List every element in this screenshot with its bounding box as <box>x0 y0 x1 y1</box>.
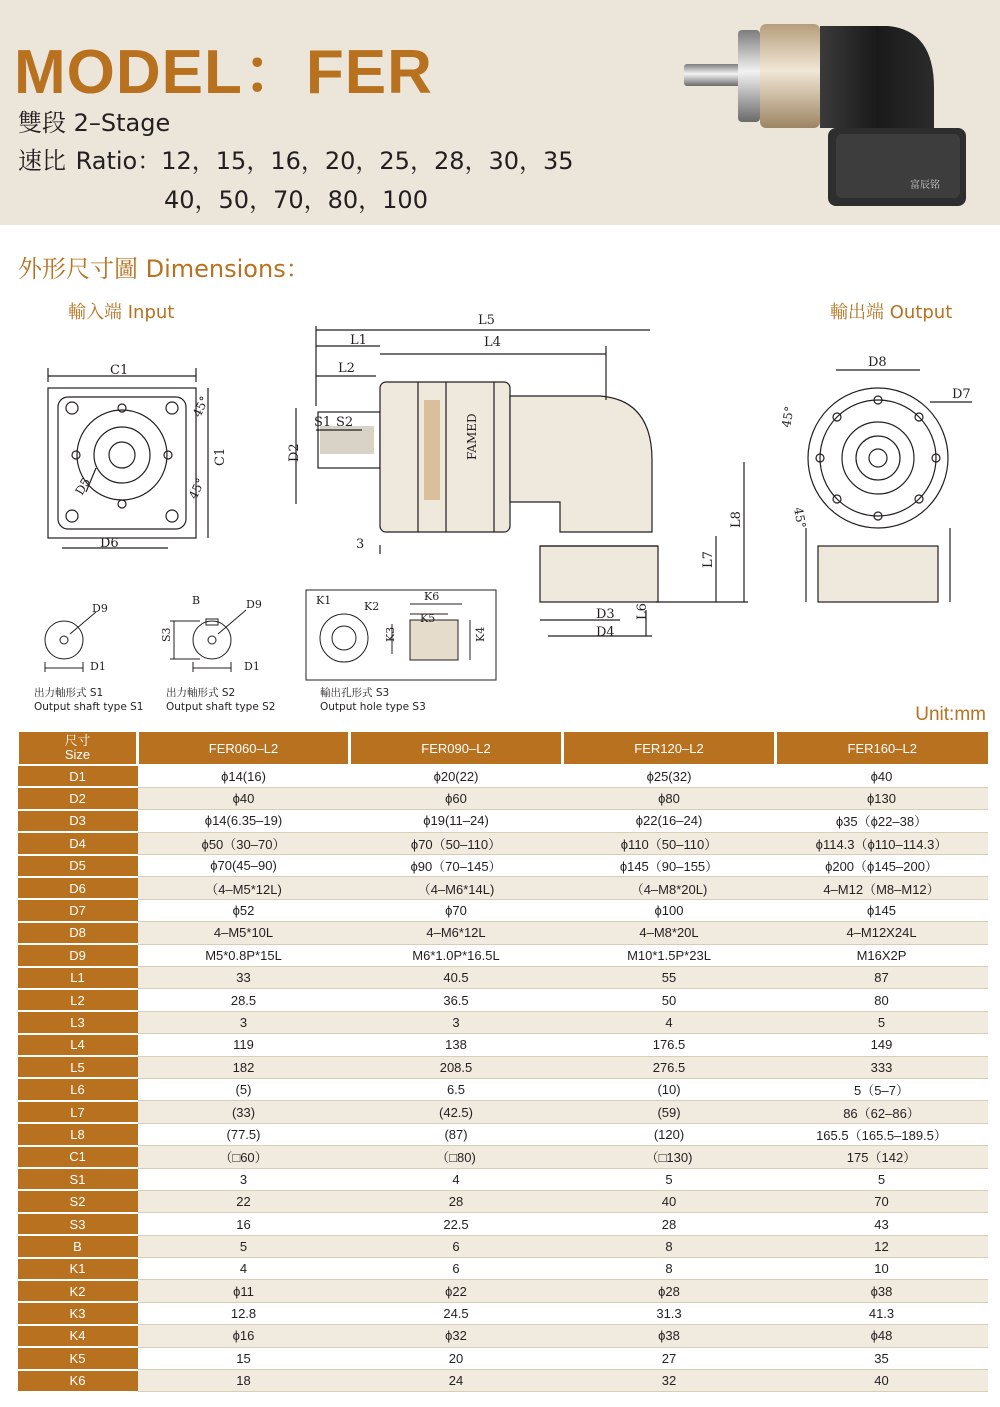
table-row <box>18 1011 988 1033</box>
table-row <box>18 1078 988 1100</box>
table-row <box>18 1168 988 1190</box>
row-label: D9 <box>18 944 138 966</box>
table-cell: 35 <box>776 1347 988 1369</box>
table-cell: 138 <box>350 1034 563 1056</box>
row-label: D6 <box>18 877 138 899</box>
label-45-d: 45° <box>791 506 809 530</box>
label-l6: L6 <box>635 603 650 620</box>
shaft-s1-caption-en: Output shaft type S1 <box>34 701 144 713</box>
table-cell: 50 <box>563 989 776 1011</box>
table-cell: 175（142） <box>776 1146 988 1168</box>
table-cell: ϕ11 <box>138 1280 350 1302</box>
table-cell: （□60） <box>138 1146 350 1168</box>
row-label: S3 <box>18 1213 138 1235</box>
table-row <box>18 1280 988 1302</box>
row-label: D4 <box>18 832 138 854</box>
table-cell: 4–M12（M8–M12） <box>776 877 988 899</box>
table-cell: 40 <box>776 1370 988 1392</box>
label-s3: S3 <box>160 627 173 642</box>
row-label: L4 <box>18 1034 138 1056</box>
model-header: FER160–L2 <box>776 732 988 765</box>
table-row <box>18 1325 988 1347</box>
table-cell: ϕ14(16) <box>138 765 350 787</box>
row-label: D7 <box>18 899 138 921</box>
label-s2: S2 <box>336 415 354 430</box>
label-l8: L8 <box>729 511 744 528</box>
table-cell: 28 <box>563 1213 776 1235</box>
table-cell: (59) <box>563 1101 776 1123</box>
table-cell: ϕ145 <box>776 899 988 921</box>
table-cell: 18 <box>138 1370 350 1392</box>
table-cell: 149 <box>776 1034 988 1056</box>
table-row <box>18 877 988 899</box>
table-cell: (5) <box>138 1078 350 1100</box>
table-cell: ϕ70 <box>350 899 563 921</box>
table-cell: ϕ14(6.35–19) <box>138 810 350 832</box>
row-label: D1 <box>18 765 138 787</box>
table-cell: 24 <box>350 1370 563 1392</box>
table-cell: 4 <box>350 1168 563 1190</box>
table-row <box>18 989 988 1011</box>
table-cell: 33 <box>138 967 350 989</box>
row-label: L1 <box>18 967 138 989</box>
row-label: B <box>18 1235 138 1257</box>
shaft-s1-detail <box>45 612 96 672</box>
table-cell: 5 <box>138 1235 350 1257</box>
label-k2: K2 <box>364 600 380 613</box>
table-cell: 36.5 <box>350 989 563 1011</box>
row-label: S2 <box>18 1190 138 1212</box>
table-row <box>18 1235 988 1257</box>
table-row <box>18 967 988 989</box>
model-header: FER060–L2 <box>138 732 350 765</box>
model-header: FER120–L2 <box>563 732 776 765</box>
table-cell: ϕ38 <box>563 1325 776 1347</box>
label-b: B <box>192 594 201 607</box>
shaft-s1-caption-cn: 出力軸形式 S1 <box>34 687 104 699</box>
table-cell: 40 <box>563 1190 776 1212</box>
label-d8: D8 <box>868 355 887 370</box>
label-d6: D6 <box>100 536 119 551</box>
table-row <box>18 855 988 877</box>
label-d2: D2 <box>287 443 302 462</box>
table-cell: ϕ20(22) <box>350 765 563 787</box>
table-row <box>18 1347 988 1369</box>
table-row <box>18 922 988 944</box>
table-cell: ϕ70（50–110） <box>350 832 563 854</box>
row-label: L6 <box>18 1078 138 1100</box>
table-row <box>18 1370 988 1392</box>
hole-s3-caption-en: Output hole type S3 <box>320 701 426 713</box>
table-cell: 4–M12X24L <box>776 922 988 944</box>
label-s1: S1 <box>314 415 332 430</box>
table-cell: (87) <box>350 1123 563 1145</box>
row-label: L5 <box>18 1056 138 1078</box>
header-banner <box>0 0 1000 225</box>
table-cell: 6 <box>350 1235 563 1257</box>
table-cell: ϕ40 <box>776 765 988 787</box>
table-cell: 70 <box>776 1190 988 1212</box>
table-cell: 5 <box>776 1011 988 1033</box>
row-label: K5 <box>18 1347 138 1369</box>
table-cell: 4–M8*20L <box>563 922 776 944</box>
label-d7: D7 <box>952 387 971 402</box>
table-cell: M6*1.0P*16.5L <box>350 944 563 966</box>
shaft-s2-detail <box>170 610 246 672</box>
table-cell: 87 <box>776 967 988 989</box>
table-cell: ϕ52 <box>138 899 350 921</box>
label-k5: K5 <box>420 612 436 625</box>
table-cell: (33) <box>138 1101 350 1123</box>
table-cell: 208.5 <box>350 1056 563 1078</box>
table-cell: 182 <box>138 1056 350 1078</box>
table-cell: （4–M8*20L) <box>563 877 776 899</box>
table-cell: ϕ16 <box>138 1325 350 1347</box>
table-cell: (77.5) <box>138 1123 350 1145</box>
ratio-line-1: 速比 Ratio：12，15，16，20，25，28，30，35 <box>18 147 574 175</box>
table-cell: 16 <box>138 1213 350 1235</box>
table-cell: （4–M5*12L) <box>138 877 350 899</box>
table-cell: 6 <box>350 1258 563 1280</box>
row-label: D5 <box>18 855 138 877</box>
label-l4: L4 <box>484 335 501 350</box>
table-cell: 3 <box>138 1168 350 1190</box>
hole-s3-detail <box>306 590 496 680</box>
label-l2: L2 <box>338 361 355 376</box>
table-cell: ϕ114.3（ϕ110–114.3） <box>776 832 988 854</box>
table-cell: 32 <box>563 1370 776 1392</box>
label-45-b: 45° <box>186 476 208 502</box>
table-cell: 28.5 <box>138 989 350 1011</box>
brand-mark: FAMED <box>465 413 479 460</box>
label-d4: D4 <box>596 625 615 640</box>
label-k4: K4 <box>474 626 487 642</box>
table-cell: 22 <box>138 1190 350 1212</box>
row-label: L7 <box>18 1101 138 1123</box>
table-cell: 27 <box>563 1347 776 1369</box>
shaft-s1-caption <box>34 686 143 714</box>
table-cell: 3 <box>350 1011 563 1033</box>
table-cell: 333 <box>776 1056 988 1078</box>
model-title: MODEL：FER <box>14 38 433 107</box>
table-cell: (10) <box>563 1078 776 1100</box>
table-cell: 12 <box>776 1235 988 1257</box>
table-cell: ϕ70(45–90) <box>138 855 350 877</box>
table-cell: (120) <box>563 1123 776 1145</box>
table-cell: （□130) <box>563 1146 776 1168</box>
table-cell: ϕ19(11–24) <box>350 810 563 832</box>
table-cell: ϕ28 <box>563 1280 776 1302</box>
table-cell: 80 <box>776 989 988 1011</box>
label-k3: K3 <box>384 626 397 642</box>
table-cell: M5*0.8P*15L <box>138 944 350 966</box>
table-cell: 4 <box>563 1011 776 1033</box>
stage-text: 雙段 2–Stage <box>18 109 171 137</box>
label-three: 3 <box>356 537 365 552</box>
table-cell: 4–M6*12L <box>350 922 563 944</box>
row-label: D2 <box>18 787 138 809</box>
row-label: D8 <box>18 922 138 944</box>
table-cell: 176.5 <box>563 1034 776 1056</box>
table-row <box>18 1190 988 1212</box>
table-row <box>18 810 988 832</box>
table-cell: 12.8 <box>138 1302 350 1324</box>
table-cell: ϕ60 <box>350 787 563 809</box>
label-d1-s2: D1 <box>244 660 260 673</box>
table-row <box>18 1101 988 1123</box>
table-cell: ϕ25(32) <box>563 765 776 787</box>
row-label: K3 <box>18 1302 138 1324</box>
hole-s3-caption <box>320 686 426 714</box>
table-cell: 4–M5*10L <box>138 922 350 944</box>
label-k6: K6 <box>424 590 440 603</box>
row-label: K2 <box>18 1280 138 1302</box>
row-label: C1 <box>18 1146 138 1168</box>
label-l1: L1 <box>350 333 367 348</box>
table-cell: ϕ22 <box>350 1280 563 1302</box>
spec-table <box>16 732 988 1393</box>
row-label: D3 <box>18 810 138 832</box>
size-header <box>18 732 138 765</box>
table-cell: 276.5 <box>563 1056 776 1078</box>
table-cell: ϕ35（ϕ22–38） <box>776 810 988 832</box>
row-label: L2 <box>18 989 138 1011</box>
table-cell: 5 <box>776 1168 988 1190</box>
dimension-drawing <box>0 290 1000 730</box>
table-row <box>18 787 988 809</box>
spec-table-body <box>18 765 988 1392</box>
output-flange-view <box>806 370 972 602</box>
table-cell: 55 <box>563 967 776 989</box>
table-cell: M16X2P <box>776 944 988 966</box>
table-cell: 40.5 <box>350 967 563 989</box>
label-c1-top: C1 <box>110 363 129 378</box>
table-cell: 86（62–86） <box>776 1101 988 1123</box>
table-cell: 8 <box>563 1235 776 1257</box>
table-cell: 28 <box>350 1190 563 1212</box>
label-d5: D5 <box>72 475 94 498</box>
photo-logo: 富辰铭 <box>910 180 940 191</box>
table-row <box>18 1258 988 1280</box>
input-view-label: 輸入端 Input <box>68 302 175 323</box>
table-cell: ϕ40 <box>138 787 350 809</box>
label-d9-s2: D9 <box>246 598 262 611</box>
row-label: K4 <box>18 1325 138 1347</box>
table-cell: ϕ48 <box>776 1325 988 1347</box>
table-row <box>18 832 988 854</box>
model-header: FER090–L2 <box>350 732 563 765</box>
label-45-a: 45° <box>190 394 212 420</box>
table-cell: 22.5 <box>350 1213 563 1235</box>
table-row <box>18 899 988 921</box>
table-cell: ϕ200（ϕ145–200） <box>776 855 988 877</box>
row-label: L3 <box>18 1011 138 1033</box>
table-cell: 6.5 <box>350 1078 563 1100</box>
table-cell: ϕ90（70–145） <box>350 855 563 877</box>
row-label: K1 <box>18 1258 138 1280</box>
output-view-label: 輸出端 Output <box>830 302 953 323</box>
table-row <box>18 1146 988 1168</box>
table-cell: 5 <box>563 1168 776 1190</box>
table-cell: ϕ145（90–155） <box>563 855 776 877</box>
table-cell: 165.5（165.5–189.5） <box>776 1123 988 1145</box>
label-c1-side: C1 <box>213 447 228 466</box>
size-header-en: Size <box>64 747 91 762</box>
table-cell: ϕ22(16–24) <box>563 810 776 832</box>
input-flange-view <box>48 368 208 548</box>
row-label: L8 <box>18 1123 138 1145</box>
label-45-c: 45° <box>779 405 797 429</box>
table-cell: （□80) <box>350 1146 563 1168</box>
table-cell: ϕ80 <box>563 787 776 809</box>
row-label: K6 <box>18 1370 138 1392</box>
table-row <box>18 1302 988 1324</box>
table-cell: ϕ50（30–70） <box>138 832 350 854</box>
table-cell: 5（5–7） <box>776 1078 988 1100</box>
table-row <box>18 944 988 966</box>
dimensions-title: 外形尺寸圖 Dimensions： <box>18 255 310 283</box>
size-header-cn: 尺寸 <box>64 733 91 748</box>
table-row <box>18 1213 988 1235</box>
table-cell: 20 <box>350 1347 563 1369</box>
unit-label: Unit:mm <box>915 704 986 725</box>
table-cell: ϕ32 <box>350 1325 563 1347</box>
table-cell: (42.5) <box>350 1101 563 1123</box>
label-d9-s1: D9 <box>92 602 108 615</box>
shaft-s2-caption <box>166 686 275 714</box>
label-k1: K1 <box>316 594 332 607</box>
table-row <box>18 1056 988 1078</box>
label-l5: L5 <box>478 313 495 328</box>
table-cell: 31.3 <box>563 1302 776 1324</box>
table-row <box>18 765 988 787</box>
shaft-s2-caption-cn: 出力軸形式 S2 <box>166 687 236 699</box>
table-cell: ϕ100 <box>563 899 776 921</box>
table-cell: 3 <box>138 1011 350 1033</box>
table-cell: ϕ110（50–110） <box>563 832 776 854</box>
table-cell: 15 <box>138 1347 350 1369</box>
table-cell: 43 <box>776 1213 988 1235</box>
shaft-s2-caption-en: Output shaft type S2 <box>166 701 276 713</box>
ratio-line-2: 40，50，70，80，100 <box>164 186 428 214</box>
table-row <box>18 1034 988 1056</box>
label-l7: L7 <box>701 551 716 568</box>
table-header-row <box>18 732 988 765</box>
hole-s3-caption-cn: 輸出孔形式 S3 <box>320 687 390 699</box>
label-d1-s1: D1 <box>90 660 106 673</box>
table-row <box>18 1123 988 1145</box>
table-cell: 4 <box>138 1258 350 1280</box>
table-cell: 10 <box>776 1258 988 1280</box>
table-cell: （4–M6*14L) <box>350 877 563 899</box>
row-label: S1 <box>18 1168 138 1190</box>
table-cell: 8 <box>563 1258 776 1280</box>
label-d3: D3 <box>596 607 615 622</box>
table-cell: 119 <box>138 1034 350 1056</box>
table-cell: ϕ38 <box>776 1280 988 1302</box>
gearbox-product-photo <box>676 8 986 218</box>
table-cell: ϕ130 <box>776 787 988 809</box>
table-cell: 41.3 <box>776 1302 988 1324</box>
table-cell: 24.5 <box>350 1302 563 1324</box>
table-cell: M10*1.5P*23L <box>563 944 776 966</box>
